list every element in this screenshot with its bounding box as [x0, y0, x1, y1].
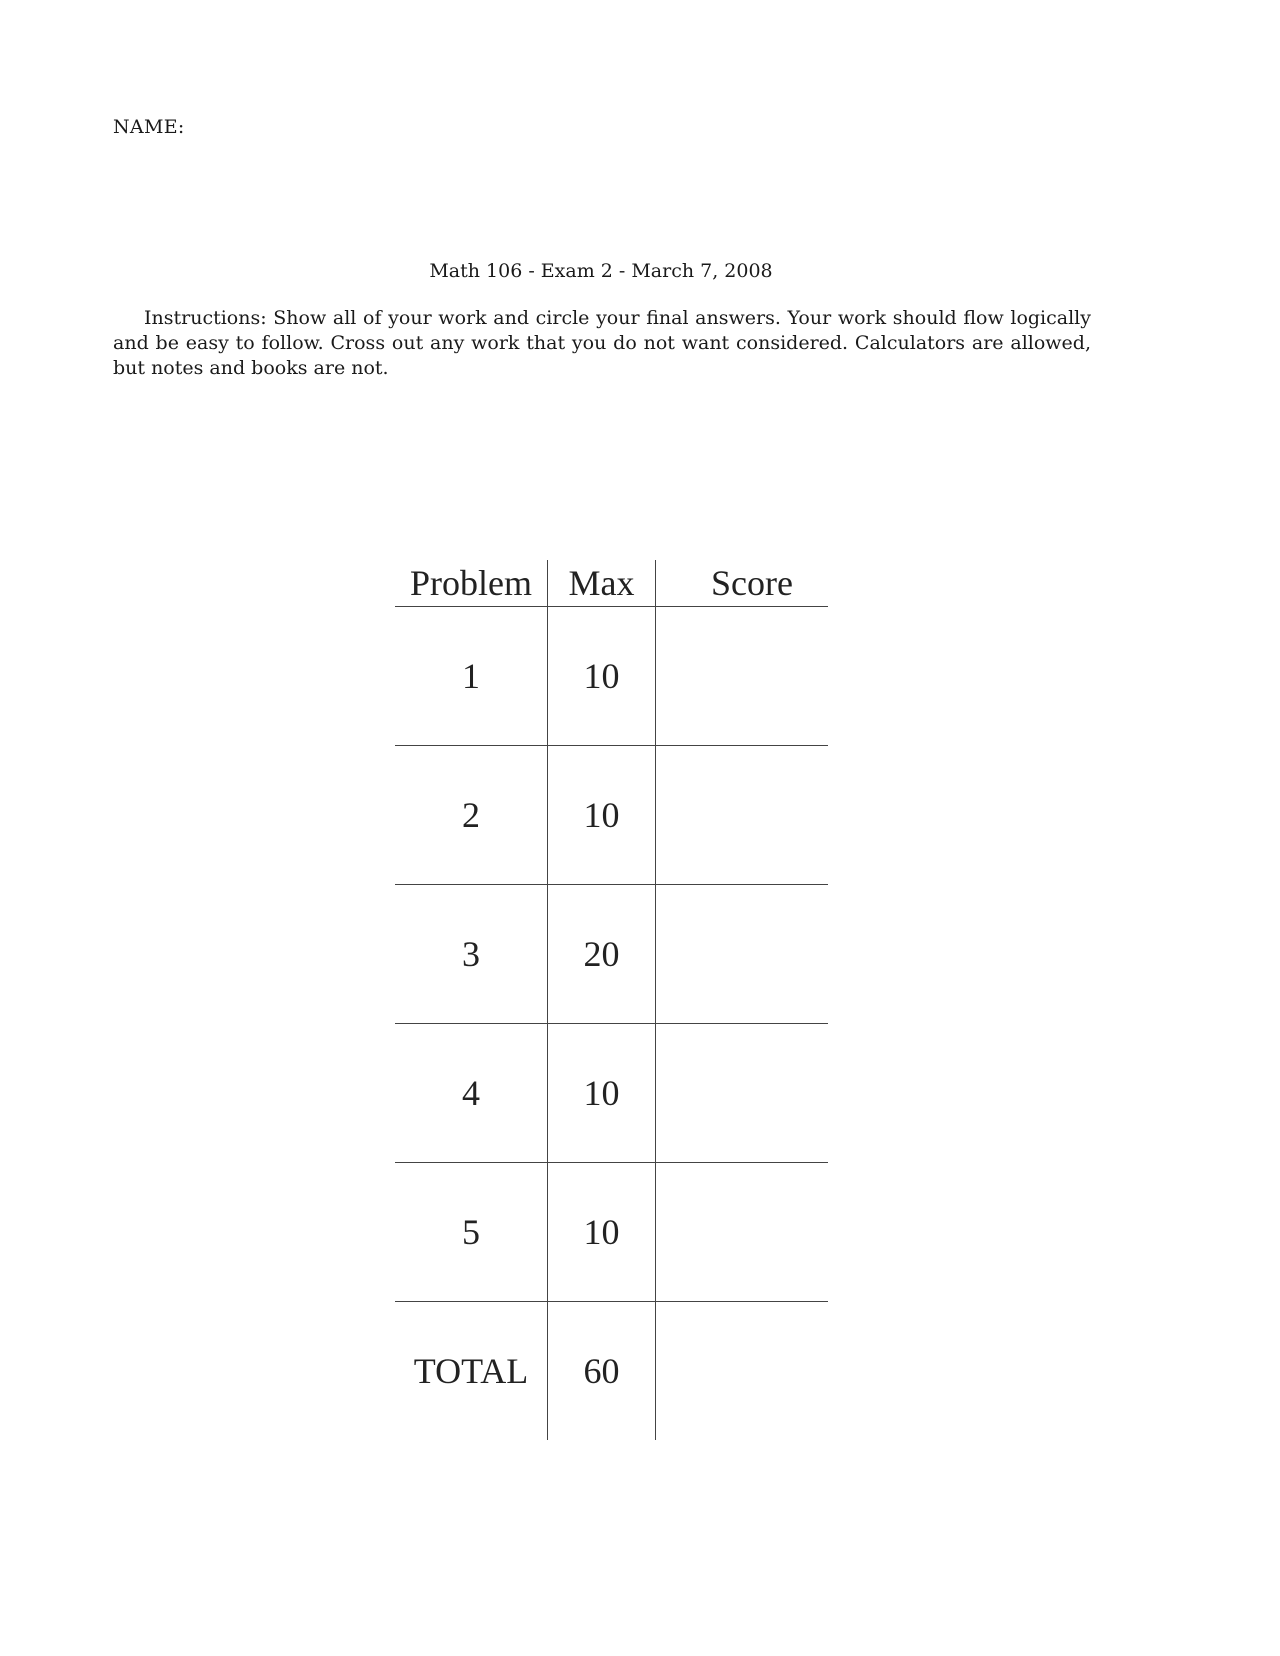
max-points: 10 [548, 1024, 656, 1163]
problem-number: 3 [395, 885, 548, 1024]
header-max: Max [548, 560, 656, 607]
score-cell [656, 607, 829, 746]
total-label: TOTAL [413, 1351, 529, 1391]
max-points: 10 [548, 1163, 656, 1302]
header-problem: Problem [395, 560, 548, 607]
header-score: Score [656, 560, 829, 607]
total-score-cell [656, 1302, 829, 1441]
exam-title: Math 106 - Exam 2 - March 7, 2008 [429, 260, 773, 282]
total-row [395, 1302, 828, 1441]
table-row [395, 885, 828, 1024]
max-points: 10 [548, 607, 656, 746]
problem-number: 4 [395, 1024, 548, 1163]
score-cell [656, 885, 829, 1024]
problem-number: 1 [395, 607, 548, 746]
score-cell [656, 1024, 829, 1163]
table-row [395, 1024, 828, 1163]
table-row [395, 1163, 828, 1302]
score-table [395, 560, 828, 1440]
problem-number: 5 [395, 1163, 548, 1302]
name-label: NAME: [113, 116, 185, 138]
score-table-header-row [395, 560, 828, 607]
problem-number: 2 [395, 746, 548, 885]
max-points: 20 [548, 885, 656, 1024]
table-row [395, 607, 828, 746]
max-points: 10 [548, 746, 656, 885]
table-row [395, 746, 828, 885]
score-cell [656, 1163, 829, 1302]
score-cell [656, 746, 829, 885]
instructions-paragraph: Instructions: Show all of your work and circle your final answers. Your work should flow logically and be easy to follow. Cross out any work that you do not want considered. Calculators are allowed, but notes and books are not. [113, 307, 1091, 379]
total-max-points: 60 [548, 1302, 656, 1441]
